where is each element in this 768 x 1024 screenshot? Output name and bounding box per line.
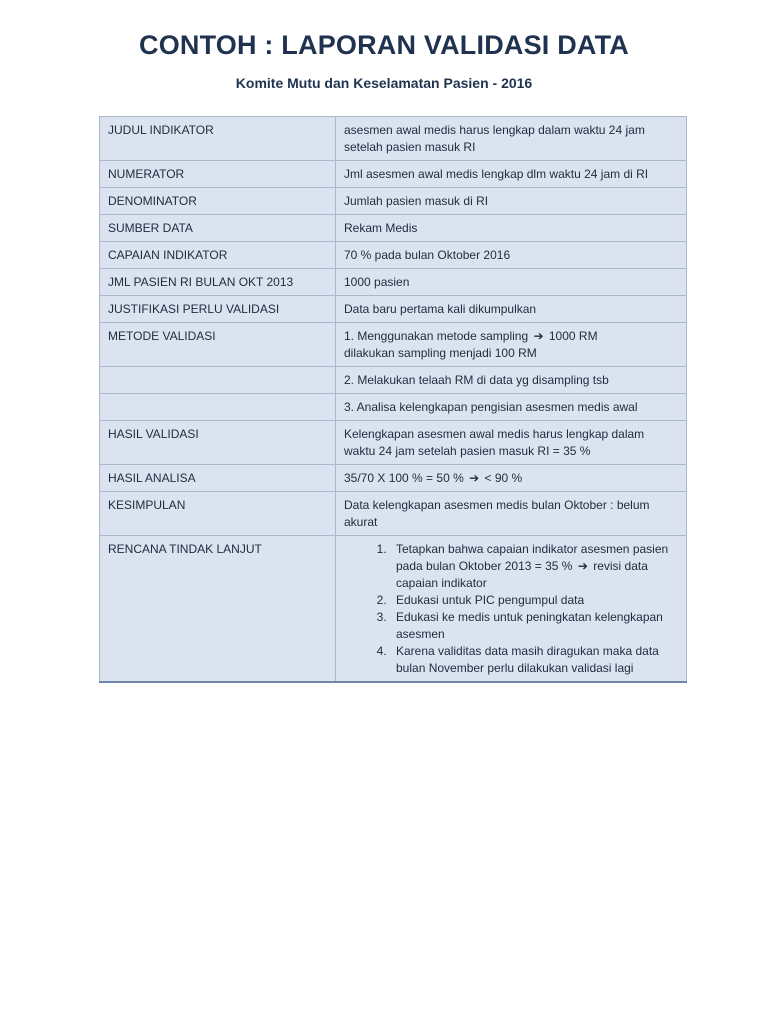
plan-item-1-text: Tetapkan bahwa capaian indikator asesmen pasien pada bulan Oktober 2013 = 35 %	[396, 542, 669, 573]
list-item: 3. Edukasi ke medis untuk peningkatan kelengkapan asesmen	[390, 609, 678, 643]
row-value	[336, 465, 687, 492]
table-row	[100, 367, 687, 394]
row-label: HASIL VALIDASI	[100, 421, 336, 465]
arrow-right-icon: ➔	[533, 329, 544, 343]
row-label: KESIMPULAN	[100, 492, 336, 536]
table-row-hasil-analisa	[100, 465, 687, 492]
table-row-hasil-validasi	[100, 421, 687, 465]
row-value: Jml asesmen awal medis lengkap dlm waktu 24 jam di RI	[336, 161, 687, 188]
row-label-empty	[100, 394, 336, 421]
analisa-threshold: < 90 %	[484, 471, 523, 485]
table-row	[100, 161, 687, 188]
row-label: JUSTIFIKASI PERLU VALIDASI	[100, 296, 336, 323]
analisa-calculation: 35/70 X 100 % = 50 %	[344, 471, 464, 485]
list-item: 4. Karena validitas data masih diragukan maka data bulan November perlu dilakukan validasi lagi	[390, 643, 678, 677]
row-label: HASIL ANALISA	[100, 465, 336, 492]
row-label: JML PASIEN RI BULAN OKT 2013	[100, 269, 336, 296]
row-value	[336, 323, 687, 367]
row-value: 1000 pasien	[336, 269, 687, 296]
row-value: asesmen awal medis harus lengkap dalam waktu 24 jam setelah pasien masuk RI	[336, 117, 687, 161]
list-item	[390, 541, 678, 592]
table-row	[100, 296, 687, 323]
page-subtitle: Komite Mutu dan Keselamatan Pasien - 2016	[235, 75, 533, 91]
validation-report-table	[99, 116, 687, 683]
page-title: CONTOH : LAPORAN VALIDASI DATA	[139, 30, 629, 60]
row-value: 2. Melakukan telaah RM di data yg disampling tsb	[336, 367, 687, 394]
table-row-kesimpulan	[100, 492, 687, 536]
row-label: CAPAIAN INDIKATOR	[100, 242, 336, 269]
row-value: 3. Analisa kelengkapan pengisian asesmen medis awal	[336, 394, 687, 421]
row-value	[336, 536, 687, 683]
row-label: JUDUL INDIKATOR	[100, 117, 336, 161]
row-value: Kelengkapan asesmen awal medis harus lengkap dalam waktu 24 jam setelah pasien masuk RI = 35 %	[336, 421, 687, 465]
row-value: Rekam Medis	[336, 215, 687, 242]
row-label: RENCANA TINDAK LANJUT	[100, 536, 336, 683]
metode-step1-text: 1. Menggunakan metode sampling	[344, 329, 529, 343]
row-label: NUMERATOR	[100, 161, 336, 188]
table-row	[100, 269, 687, 296]
row-label: DENOMINATOR	[100, 188, 336, 215]
row-label: SUMBER DATA	[100, 215, 336, 242]
row-value: Data kelengkapan asesmen medis bulan Oktober : belum akurat	[336, 492, 687, 536]
table-row	[100, 394, 687, 421]
table-row	[100, 117, 687, 161]
table-row	[100, 215, 687, 242]
row-value: Jumlah pasien masuk di RI	[336, 188, 687, 215]
arrow-right-icon: ➔	[469, 471, 480, 485]
table-row-rencana-tindak-lanjut	[100, 536, 687, 683]
row-label-empty	[100, 367, 336, 394]
plan-item-1-result: revisi data capaian indikator	[396, 559, 648, 590]
arrow-right-icon: ➔	[577, 559, 588, 573]
action-plan-list	[344, 541, 678, 677]
row-value: 70 % pada bulan Oktober 2016	[336, 242, 687, 269]
metode-step1-detail: dilakukan sampling menjadi 100 RM	[344, 346, 537, 360]
table-row	[100, 242, 687, 269]
table-row-metode-validasi	[100, 323, 687, 367]
list-item: 2. Edukasi untuk PIC pengumpul data	[390, 592, 678, 609]
row-label: METODE VALIDASI	[100, 323, 336, 367]
metode-step1-result: 1000 RM	[548, 329, 598, 343]
table-row	[100, 188, 687, 215]
row-value: Data baru pertama kali dikumpulkan	[336, 296, 687, 323]
